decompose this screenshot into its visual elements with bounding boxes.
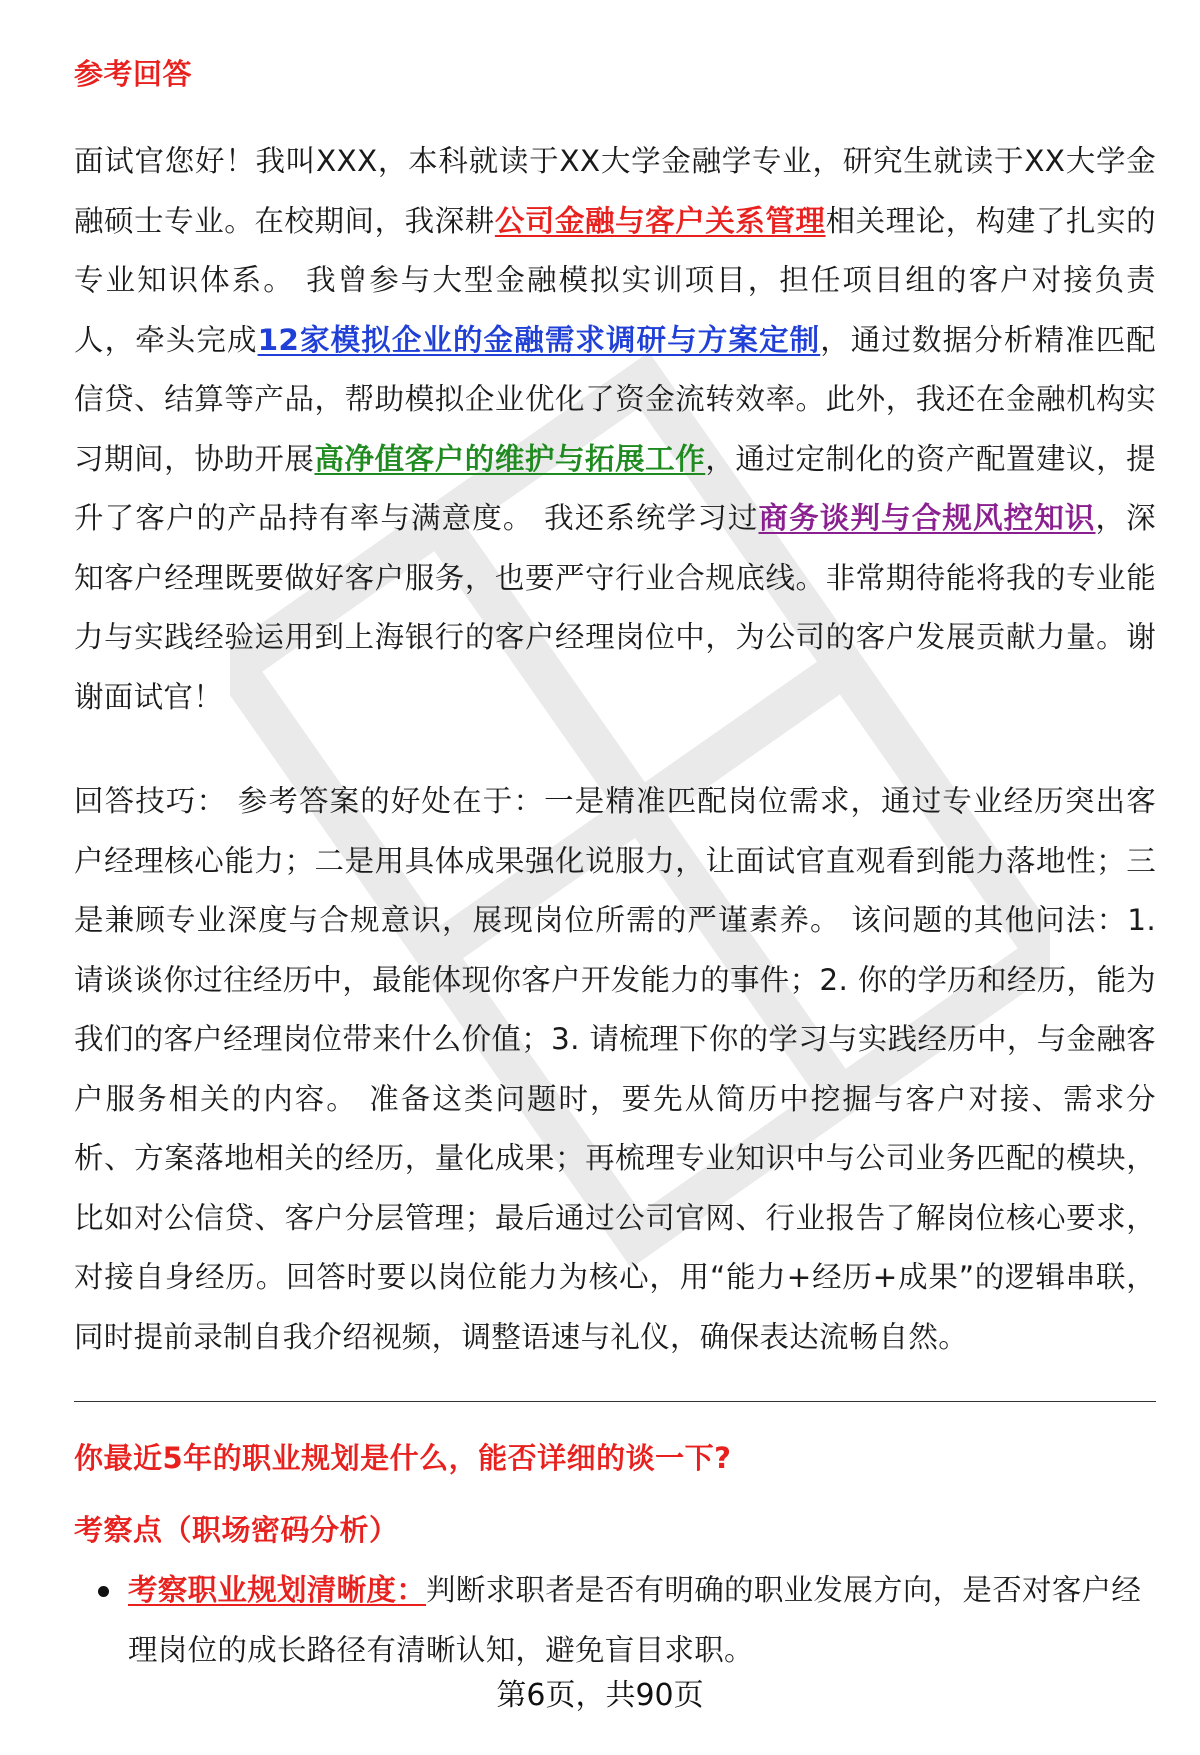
answer-text-3: ，通过数据分析精准匹配信贷、结算等产品，帮助模拟企业优化了资金流转效率。此外，我还在金融机构实习期间，协助开展 <box>74 322 1156 476</box>
answer-text-2: 相关理论，构建了扎实的专业知识体系。 我曾参与大型金融模拟实训项目，担任项目组的客户对接负责人，牵头完成 <box>74 203 1156 357</box>
bullet-text: 判断求职者是否有明确的职业发展方向，是否对客户经理岗位的成长路径有清晰认知，避免盲目求职。 <box>128 1573 1142 1667</box>
highlight-negotiation-compliance: 商务谈判与合规风控知识 <box>758 501 1096 535</box>
bullet-content <box>74 1560 1156 1680</box>
assessment-points-heading: 考察点（职场密码分析） <box>74 1513 399 1547</box>
reference-answer-heading: 参考回答 <box>74 57 193 91</box>
highlight-research-project: 12家模拟企业的金融需求调研与方案定制 <box>257 322 821 357</box>
reference-answer-paragraph <box>74 132 1156 727</box>
highlight-corporate-finance: 公司金融与客户关系管理 <box>494 203 826 238</box>
highlight-hnw-clients: 高净值客户的维护与拓展工作 <box>314 441 706 476</box>
section-divider <box>74 1401 1156 1402</box>
answer-tips-paragraph: 回答技巧： 参考答案的好处在于：一是精准匹配岗位需求，通过专业经历突出客户经理核心能力；二是用具体成果强化说服力，让面试官直观看到能力落地性；三是兼顾专业深度与合规意识，展现岗位所需的严谨素养。 该问题的其他问法：1. 请谈谈你过往经历中，最能体现你客户开发能力的事件；2. 你的学历和经历，能为我们的客户经理岗位带来什么价值；3. 请梳理下你的学习与实践经历中，与金融客户服务相关的内容。 准备这类问题时，要先从简历中挖掘与客户对接、需求分析、方案落地相关的经历，量化成果；再梳理专业知识中与公司业务匹配的模块，比如对公信贷、客户分层管理；最后通过公司官网、行业报告了解岗位核心要求，对接自身经历。回答时要以岗位能力为核心，用“能力+经历+成果”的逻辑串联，同时提前录制自我介绍视频，调整语速与礼仪，确保表达流畅自然。 <box>74 784 1156 1354</box>
answer-text-1: 面试官您好！我叫XXX，本科就读于XX大学金融学专业，研究生就读于XX大学金融硕士专业。在校期间，我深耕 <box>74 144 1156 238</box>
bullet-label: 考察职业规划清晰度： <box>128 1573 427 1607</box>
page-number: 第6页，共90页 <box>496 1678 704 1713</box>
answer-text-4: ，通过定制化的资产配置建议，提升了客户的产品持有率与满意度。 我还系统学习过 <box>74 441 1156 535</box>
question-heading: 你最近5年的职业规划是什么，能否详细的谈一下? <box>74 1441 732 1475</box>
assessment-bullet <box>74 1560 1156 1680</box>
bullet-dot-icon <box>98 1586 109 1597</box>
answer-text-5: ，深知客户经理既要做好客户服务，也要严守行业合规底线。非常期待能将我的专业能力与实践经验运用到上海银行的客户经理岗位中，为公司的客户发展贡献力量。谢谢面试官！ <box>74 501 1156 714</box>
